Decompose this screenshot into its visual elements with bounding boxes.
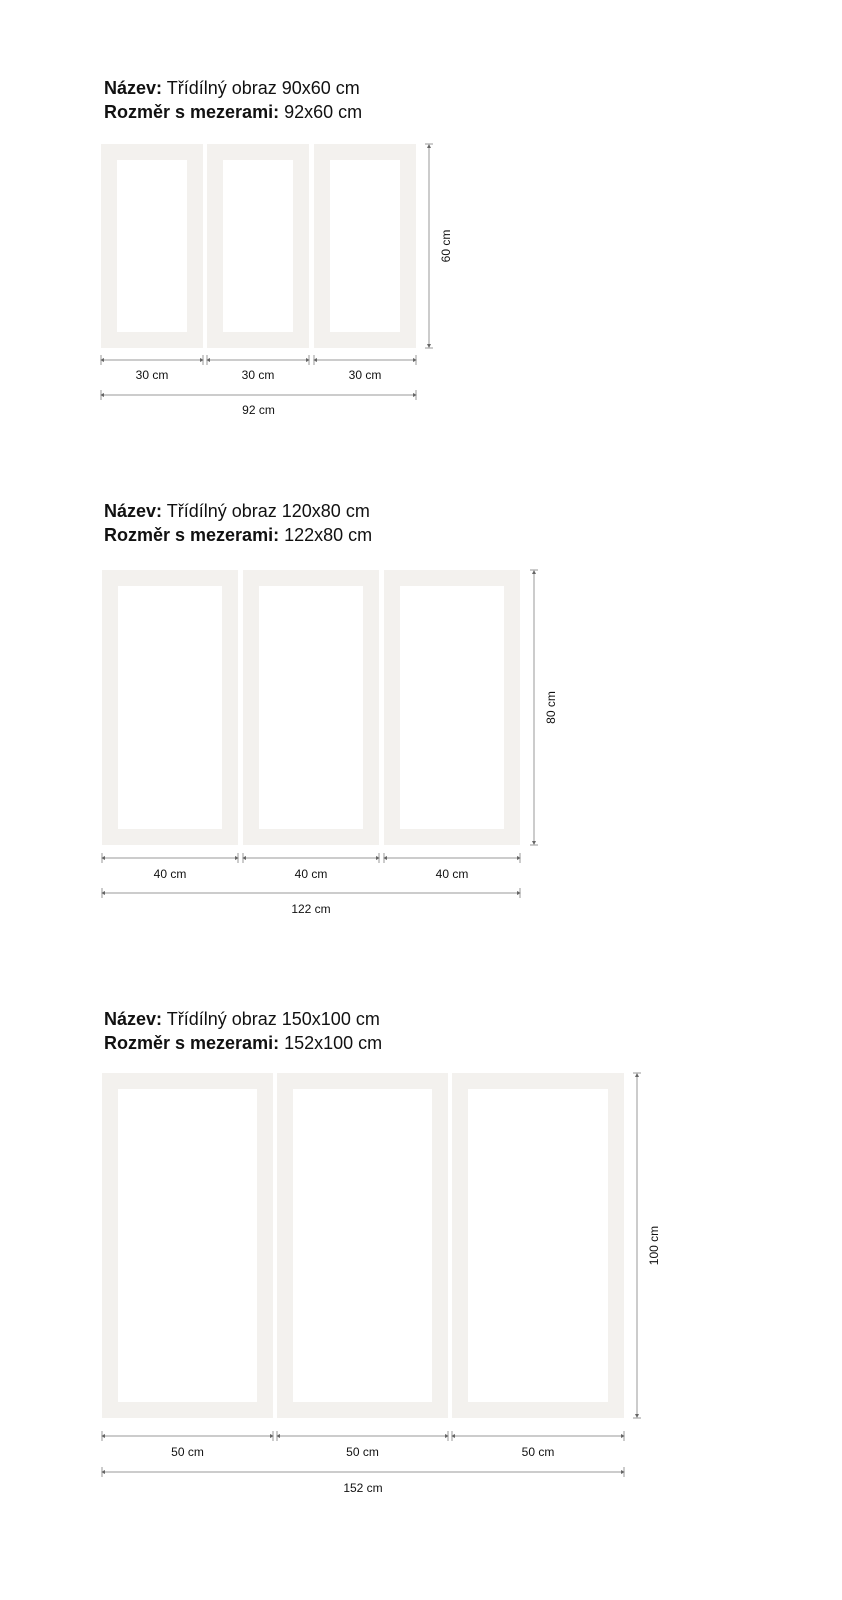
panel-width-label: 40 cm xyxy=(153,867,187,881)
panel-canvas xyxy=(118,586,222,829)
variant-name: Třídílný obraz 120x80 cm xyxy=(166,501,370,521)
variant-size: 122x80 cm xyxy=(284,525,373,545)
panel-canvas xyxy=(117,160,187,332)
total-width-label: 92 cm xyxy=(242,403,275,417)
name-label: Název: xyxy=(104,501,163,521)
panel-canvas xyxy=(400,586,504,829)
variant-3-diagram xyxy=(102,1073,661,1495)
panel-canvas xyxy=(118,1089,257,1402)
height-label: 60 cm xyxy=(439,229,454,263)
size-label: Rozměr s mezerami: xyxy=(104,102,280,122)
panel-width-label: 50 cm xyxy=(171,1445,204,1459)
panel-canvas xyxy=(259,586,363,829)
panel-width-label: 50 cm xyxy=(346,1445,379,1459)
panel-canvas xyxy=(293,1089,432,1402)
panel-canvas xyxy=(223,160,293,332)
name-label: Název: xyxy=(104,1009,163,1029)
total-width-label: 152 cm xyxy=(343,1481,383,1495)
panel-canvas xyxy=(468,1089,608,1402)
height-label: 80 cm xyxy=(544,691,559,724)
diagram-root xyxy=(101,144,661,1495)
size-label: Rozměr s mezerami: xyxy=(104,1033,280,1053)
panel-width-label: 50 cm xyxy=(521,1445,555,1459)
variant-size: 152x100 cm xyxy=(284,1033,383,1053)
panel-canvas xyxy=(330,160,400,332)
panel-width-label: 40 cm xyxy=(435,867,469,881)
panel-width-label: 30 cm xyxy=(348,368,382,382)
variant-2-diagram xyxy=(102,570,558,916)
variant-name: Třídílný obraz 90x60 cm xyxy=(166,78,360,98)
size-label: Rozměr s mezerami: xyxy=(104,525,280,545)
panel-width-label: 30 cm xyxy=(241,368,275,382)
panel-width-label: 30 cm xyxy=(135,368,169,382)
variant-name: Třídílný obraz 150x100 cm xyxy=(166,1009,380,1029)
variant-1-diagram xyxy=(101,144,453,417)
height-label: 100 cm xyxy=(647,1225,662,1266)
variant-size: 92x60 cm xyxy=(284,102,363,122)
total-width-label: 122 cm xyxy=(291,902,331,916)
panel-width-label: 40 cm xyxy=(294,867,328,881)
name-label: Název: xyxy=(104,78,163,98)
